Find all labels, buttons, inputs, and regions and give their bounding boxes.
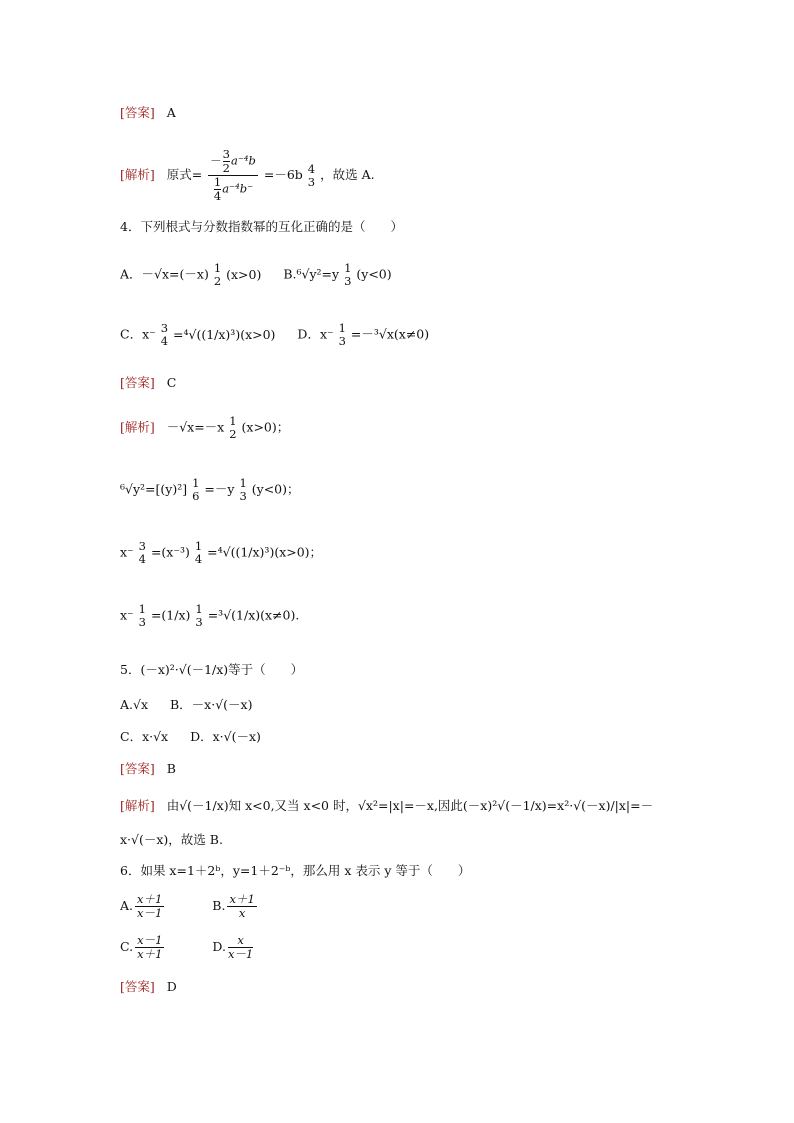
q5-options-cd xyxy=(120,729,261,745)
analysis-tag: [解析] xyxy=(120,167,155,182)
q6-option-d-fraction: $\frac{x}{x-1}$ xyxy=(227,933,254,961)
q4-option-c-exp: 3 4 xyxy=(160,321,169,348)
q4-option-a-exp: 1 2 xyxy=(213,261,222,288)
q5-option-c: C．x·√x xyxy=(120,729,169,744)
q4-answer: C xyxy=(166,375,177,390)
q6-answer: D xyxy=(166,979,177,994)
q5-analysis-1: [解析] 由√(－1/x)知 x<0,又当 x<0 时，√x²=|x|=－x,因此(－x)²√(－1/x)=x²·√(－x)/|x|=－ xyxy=(120,798,654,813)
q4-answer-line: [答案] C xyxy=(120,375,177,390)
q5-options-ab xyxy=(120,697,252,713)
q4-analysis-3: x⁻ 3 4 =(x⁻³) 1 4 =⁴√((1/x)³)(x>0)； xyxy=(120,539,323,566)
q3-prefix: 原式= xyxy=(166,167,203,182)
q4-analysis-4: x⁻ 1 3 =(1/x) 1 3 =³√(1/x)(x≠0). xyxy=(120,602,300,629)
q5-option-b: B．－x·√(－x) xyxy=(170,697,253,712)
q6-options-ab: A. $\frac{x+1}{x-1}$ B. $\frac{x+1}{x}$ xyxy=(120,892,255,920)
answer-tag: [答案] xyxy=(120,105,155,120)
q4-option-b: B.⁶√y²=y xyxy=(283,266,340,282)
q3-analysis-line xyxy=(120,148,375,203)
q3-answer: A xyxy=(166,105,176,120)
q4-option-d: D．x⁻ xyxy=(297,326,334,342)
q5-option-a: A.√x xyxy=(120,697,149,712)
q3-answer-line xyxy=(120,105,176,121)
q5-analysis-2: x·√(－x)，故选 B. xyxy=(120,832,223,847)
q4-option-c: C．x⁻ xyxy=(120,326,156,342)
q6-options-cd: C. $\frac{x-1}{x+1}$ D. $\frac{x}{x-1}$ xyxy=(120,933,254,961)
q6-option-c-fraction: $\frac{x-1}{x+1}$ xyxy=(137,933,163,961)
q5-answer: B xyxy=(166,761,176,776)
q5-option-d: D．x·√(－x) xyxy=(190,729,261,744)
q5-stem: 5．(－x)²·√(－1/x)等于（ ） xyxy=(120,662,304,677)
q3-main-fraction: － $\frac{3}{2}$ a⁻⁴b $\frac{1}{4}$ a⁻⁴b⁻ xyxy=(210,147,256,203)
q4-option-a: A．－√x=(－x) xyxy=(120,266,209,282)
q5-answer-line: [答案] B xyxy=(120,761,176,776)
q3-exponent: 4 3 xyxy=(307,161,316,189)
q4-analysis-2: ⁶√y²=[(y)²] 1 6 =－y 1 3 (y<0)； xyxy=(120,476,300,503)
q4-option-d-exp: 1 3 xyxy=(338,321,346,348)
q6-option-a-fraction: $\frac{x+1}{x-1}$ xyxy=(137,892,163,920)
q6-option-b-fraction: $\frac{x+1}{x}$ xyxy=(229,892,255,920)
q4-options-ab: A．－√x=(－x) 1 2 (x>0) B.⁶√y²=y 1 3 (y<0) xyxy=(120,261,392,288)
q4-option-b-exp: 1 3 xyxy=(344,261,352,288)
q4-stem: 4．下列根式与分数指数幂的互化正确的是（ ） xyxy=(120,219,403,234)
q4-options-cd: C．x⁻ 3 4 =⁴√((1/x)³)(x>0) D．x⁻ 1 3 =－³√x(x≠0) xyxy=(120,321,430,348)
q3-result: =－6b xyxy=(263,167,303,182)
q4-analysis-1: [解析] －√x=－x 1 2 (x>0)； xyxy=(120,414,290,441)
q3-tail: ，故选 A. xyxy=(320,167,375,182)
q6-stem: 6．如果 x=1＋2ᵇ，y=1＋2⁻ᵇ，那么用 x 表示 y 等于（ ） xyxy=(120,863,471,878)
q6-answer-line: [答案] D xyxy=(120,979,177,994)
